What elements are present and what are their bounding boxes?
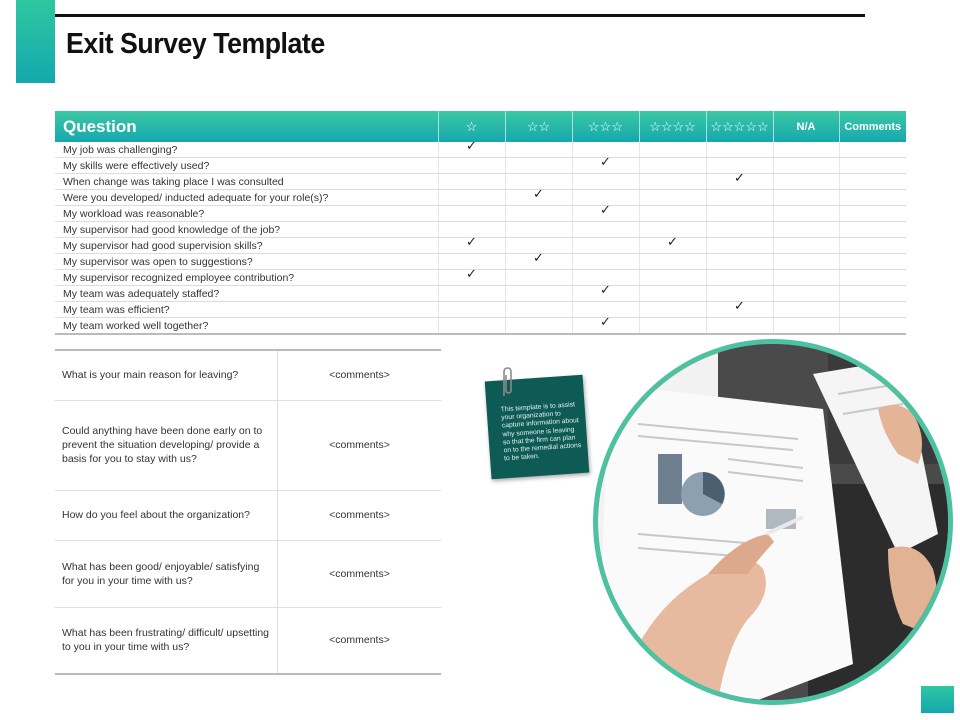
rating-cell-1[interactable] bbox=[438, 174, 505, 190]
survey-row bbox=[55, 318, 906, 335]
comments-cell[interactable] bbox=[839, 302, 906, 318]
rating-2-star-header: ☆☆ bbox=[505, 111, 572, 142]
checkmark-icon: ✓ bbox=[466, 265, 477, 281]
rating-cell-2[interactable] bbox=[505, 185, 572, 206]
rating-cell-3[interactable] bbox=[572, 174, 639, 190]
checkmark-icon: ✓ bbox=[734, 169, 745, 185]
rating-cell-1[interactable] bbox=[438, 137, 505, 158]
survey-row bbox=[55, 222, 906, 238]
checkmark-icon: ✓ bbox=[533, 185, 544, 201]
survey-row bbox=[55, 254, 906, 270]
rating-cell-1[interactable] bbox=[438, 206, 505, 222]
paperclip-icon bbox=[500, 366, 514, 398]
rating-cell-1[interactable] bbox=[438, 233, 505, 254]
rating-cell-4[interactable] bbox=[639, 302, 706, 318]
checkmark-icon: ✓ bbox=[600, 313, 611, 329]
survey-row bbox=[55, 302, 906, 318]
title-rule bbox=[55, 14, 865, 17]
na-header: N/A bbox=[773, 111, 839, 142]
rating-cell-1[interactable] bbox=[438, 302, 505, 318]
qa-comment[interactable]: <comments> bbox=[278, 400, 442, 490]
rating-cell-4[interactable] bbox=[639, 270, 706, 286]
survey-question: My team worked well together? bbox=[55, 318, 438, 335]
survey-row bbox=[55, 238, 906, 254]
checkmark-icon: ✓ bbox=[734, 297, 745, 313]
survey-question: My team was adequately staffed? bbox=[55, 286, 438, 302]
rating-cell-3[interactable] bbox=[572, 153, 639, 174]
na-cell[interactable] bbox=[773, 190, 839, 206]
open-questions-table bbox=[55, 349, 441, 675]
qa-comment[interactable]: <comments> bbox=[278, 490, 442, 540]
na-cell[interactable] bbox=[773, 286, 839, 302]
rating-cell-5[interactable] bbox=[706, 190, 773, 206]
survey-question: My supervisor had good knowledge of the job? bbox=[55, 222, 438, 238]
survey-row bbox=[55, 174, 906, 190]
rating-cell-2[interactable] bbox=[505, 222, 572, 238]
survey-question: My job was challenging? bbox=[55, 142, 438, 158]
survey-question: My supervisor was open to suggestions? bbox=[55, 254, 438, 270]
survey-question: My team was efficient? bbox=[55, 302, 438, 318]
rating-cell-5[interactable] bbox=[706, 254, 773, 270]
rating-cell-4[interactable] bbox=[639, 142, 706, 158]
checkmark-icon: ✓ bbox=[600, 281, 611, 297]
comments-cell[interactable] bbox=[839, 174, 906, 190]
rating-cell-1[interactable] bbox=[438, 286, 505, 302]
na-cell[interactable] bbox=[773, 142, 839, 158]
rating-cell-1[interactable] bbox=[438, 265, 505, 286]
rating-cell-4[interactable] bbox=[639, 286, 706, 302]
survey-question: My supervisor had good supervision skills? bbox=[55, 238, 438, 254]
qa-question: Could anything have been done early on to prevent the situation developing/ provide a basis for you to stay with us? bbox=[55, 400, 278, 490]
rating-cell-3[interactable] bbox=[572, 254, 639, 270]
qa-question: What has been frustrating/ difficult/ upsetting to you in your time with us? bbox=[55, 607, 278, 674]
qa-comment[interactable]: <comments> bbox=[278, 350, 442, 400]
comments-cell[interactable] bbox=[839, 254, 906, 270]
rating-cell-3[interactable] bbox=[572, 313, 639, 335]
rating-cell-4[interactable] bbox=[639, 174, 706, 190]
rating-cell-5[interactable] bbox=[706, 206, 773, 222]
qa-comment[interactable]: <comments> bbox=[278, 540, 442, 607]
survey-question: Were you developed/ inducted adequate for your role(s)? bbox=[55, 190, 438, 206]
rating-cell-2[interactable] bbox=[505, 270, 572, 286]
rating-cell-1[interactable] bbox=[438, 158, 505, 174]
sticky-note-text: This template is to assist your organization to capture information about why someone is leaving so that the firm can plan on to the remedial actions to be taken. bbox=[500, 401, 582, 463]
rating-cell-5[interactable] bbox=[706, 318, 773, 335]
survey-row bbox=[55, 286, 906, 302]
rating-cell-3[interactable] bbox=[572, 222, 639, 238]
rating-cell-5[interactable] bbox=[706, 297, 773, 318]
comments-cell[interactable] bbox=[839, 286, 906, 302]
comments-cell[interactable] bbox=[839, 142, 906, 158]
rating-cell-5[interactable] bbox=[706, 142, 773, 158]
rating-cell-2[interactable] bbox=[505, 286, 572, 302]
checkmark-icon: ✓ bbox=[600, 153, 611, 169]
checkmark-icon: ✓ bbox=[466, 137, 477, 153]
accent-bar bbox=[16, 0, 55, 83]
qa-row bbox=[55, 350, 441, 400]
office-photo bbox=[598, 344, 948, 700]
corner-accent bbox=[921, 686, 954, 713]
comments-cell[interactable] bbox=[839, 206, 906, 222]
rating-cell-2[interactable] bbox=[505, 142, 572, 158]
rating-cell-2[interactable] bbox=[505, 206, 572, 222]
survey-row bbox=[55, 158, 906, 174]
survey-row bbox=[55, 270, 906, 286]
survey-header-row bbox=[55, 111, 906, 142]
na-cell[interactable] bbox=[773, 302, 839, 318]
qa-comment[interactable]: <comments> bbox=[278, 607, 442, 674]
rating-cell-3[interactable] bbox=[572, 201, 639, 222]
survey-table bbox=[55, 111, 906, 335]
rating-cell-4[interactable] bbox=[639, 206, 706, 222]
survey-question: My supervisor recognized employee contribution? bbox=[55, 270, 438, 286]
rating-3-star-header: ☆☆☆ bbox=[572, 111, 639, 142]
photo-frame bbox=[593, 339, 953, 705]
comments-header: Comments bbox=[839, 111, 906, 142]
rating-cell-5[interactable] bbox=[706, 270, 773, 286]
qa-row bbox=[55, 607, 441, 674]
na-cell[interactable] bbox=[773, 270, 839, 286]
rating-cell-3[interactable] bbox=[572, 281, 639, 302]
qa-question: How do you feel about the organization? bbox=[55, 490, 278, 540]
checkmark-icon: ✓ bbox=[466, 233, 477, 249]
rating-cell-2[interactable] bbox=[505, 158, 572, 174]
comments-cell[interactable] bbox=[839, 190, 906, 206]
na-cell[interactable] bbox=[773, 254, 839, 270]
na-cell[interactable] bbox=[773, 222, 839, 238]
comments-cell[interactable] bbox=[839, 270, 906, 286]
rating-cell-5[interactable] bbox=[706, 238, 773, 254]
comments-cell[interactable] bbox=[839, 238, 906, 254]
rating-cell-5[interactable] bbox=[706, 169, 773, 190]
survey-row bbox=[55, 142, 906, 158]
checkmark-icon: ✓ bbox=[667, 233, 678, 249]
checkmark-icon: ✓ bbox=[533, 249, 544, 265]
rating-cell-2[interactable] bbox=[505, 249, 572, 270]
qa-row bbox=[55, 490, 441, 540]
rating-cell-5[interactable] bbox=[706, 222, 773, 238]
comments-cell[interactable] bbox=[839, 222, 906, 238]
na-cell[interactable] bbox=[773, 206, 839, 222]
qa-row bbox=[55, 540, 441, 607]
rating-cell-4[interactable] bbox=[639, 318, 706, 335]
na-cell[interactable] bbox=[773, 238, 839, 254]
survey-row bbox=[55, 206, 906, 222]
rating-cell-4[interactable] bbox=[639, 233, 706, 254]
rating-cell-3[interactable] bbox=[572, 238, 639, 254]
survey-question: My skills were effectively used? bbox=[55, 158, 438, 174]
rating-cell-4[interactable] bbox=[639, 254, 706, 270]
qa-question: What has been good/ enjoyable/ satisfying for you in your time with us? bbox=[55, 540, 278, 607]
rating-5-star-header: ☆☆☆☆☆ bbox=[706, 111, 773, 142]
rating-cell-1[interactable] bbox=[438, 190, 505, 206]
rating-cell-4[interactable] bbox=[639, 190, 706, 206]
comments-cell[interactable] bbox=[839, 318, 906, 335]
page-title: Exit Survey Template bbox=[66, 28, 325, 60]
na-cell[interactable] bbox=[773, 158, 839, 174]
qa-question: What is your main reason for leaving? bbox=[55, 350, 278, 400]
rating-cell-1[interactable] bbox=[438, 318, 505, 335]
na-cell[interactable] bbox=[773, 318, 839, 335]
survey-row bbox=[55, 190, 906, 206]
checkmark-icon: ✓ bbox=[600, 201, 611, 217]
rating-cell-2[interactable] bbox=[505, 318, 572, 335]
survey-question: My workload was reasonable? bbox=[55, 206, 438, 222]
question-header: Question bbox=[55, 111, 438, 142]
survey-question: When change was taking place I was consulted bbox=[55, 174, 438, 190]
qa-row bbox=[55, 400, 441, 490]
na-cell[interactable] bbox=[773, 174, 839, 190]
comments-cell[interactable] bbox=[839, 158, 906, 174]
rating-cell-4[interactable] bbox=[639, 158, 706, 174]
rating-1-star-header: ☆ bbox=[438, 111, 505, 142]
rating-4-star-header: ☆☆☆☆ bbox=[639, 111, 706, 142]
rating-cell-2[interactable] bbox=[505, 302, 572, 318]
